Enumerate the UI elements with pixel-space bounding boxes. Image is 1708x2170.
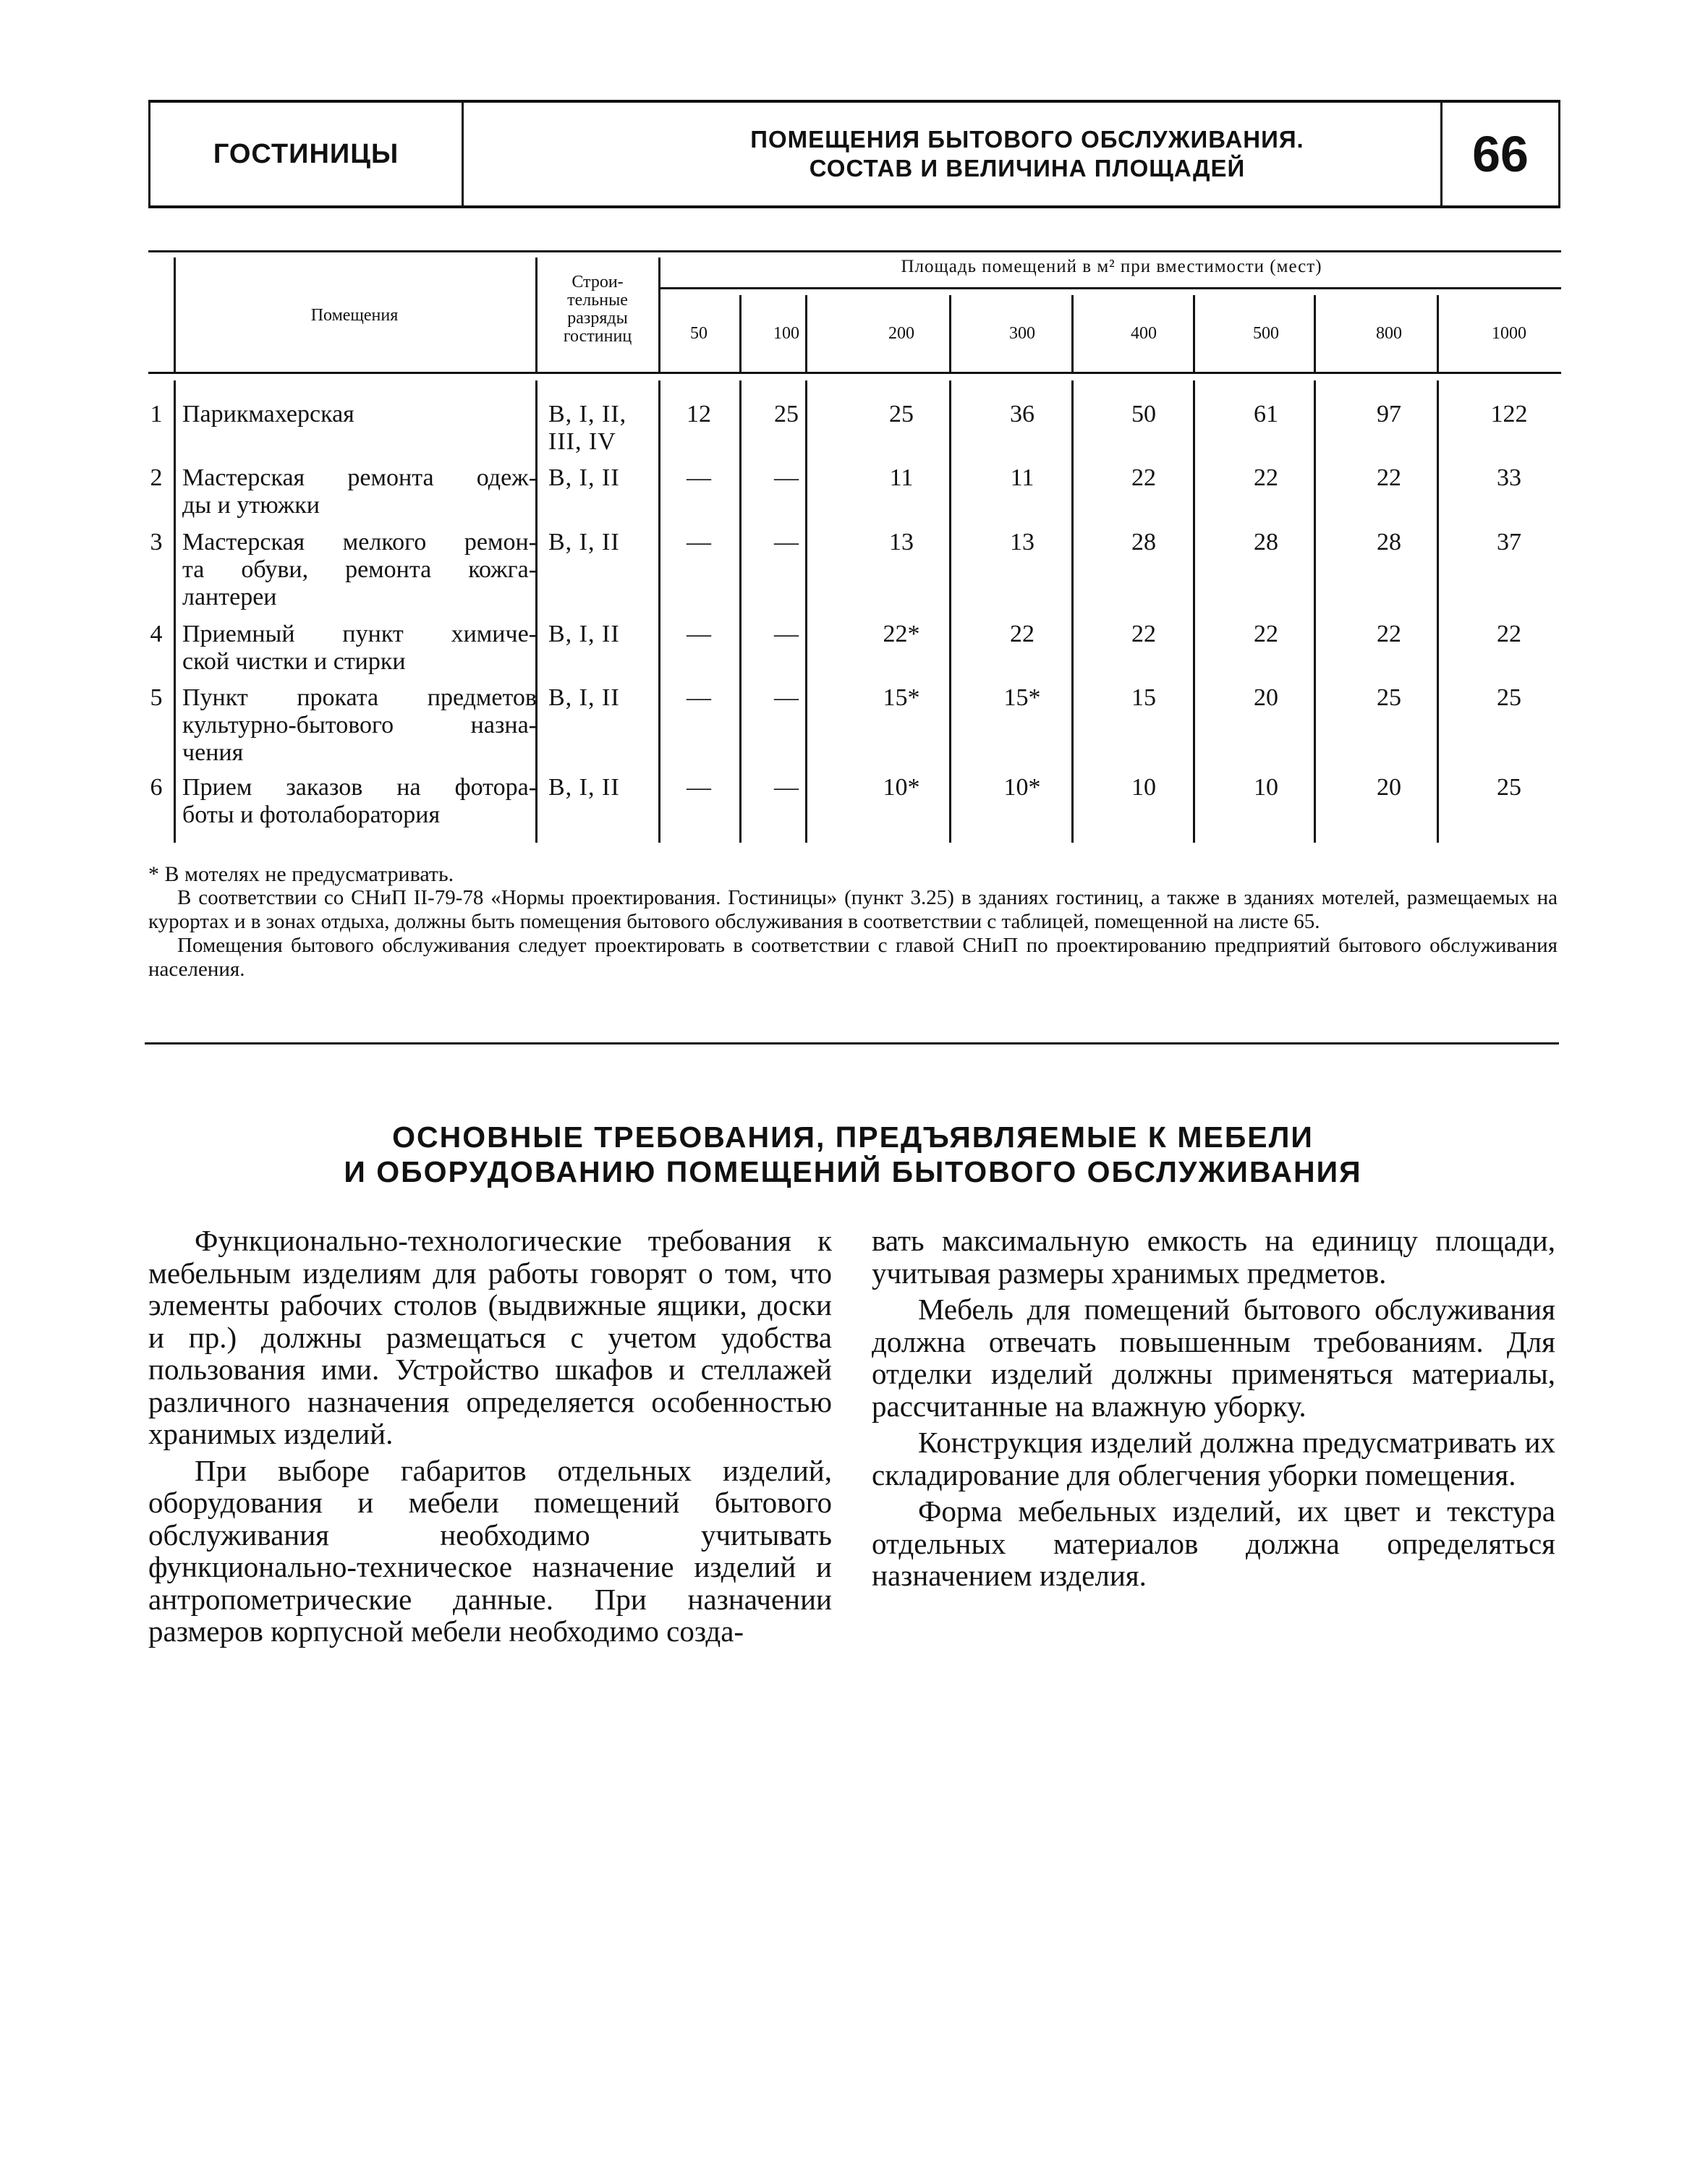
table-col-line	[1314, 380, 1316, 843]
room-name	[182, 464, 537, 519]
body-paragraph: Форма мебельных изделий, их цвет и текстура отдельных материалов должна определяться назначением изделия.	[872, 1494, 1555, 1592]
table-col-line	[174, 258, 176, 372]
page-title-line1: ПОМЕЩЕНИЯ БЫТОВОГО ОБСЛУЖИВАНИЯ.	[750, 126, 1304, 153]
area-value: 20	[1377, 774, 1401, 801]
area-table	[0, 0, 1708, 868]
area-value: 37	[1497, 529, 1521, 556]
section-heading	[148, 1120, 1558, 1189]
area-value: 22	[1377, 621, 1401, 647]
section-heading-line2: И ОБОРУДОВАНИЮ ПОМЕЩЕНИЙ БЫТОВОГО ОБСЛУЖИВАНИЯ	[344, 1155, 1362, 1188]
capacity-header: 200	[888, 324, 914, 343]
building-grade-line: В, I, II	[548, 684, 620, 711]
text-column-right	[872, 1225, 1555, 1596]
room-name-line: Парикмахерская	[182, 401, 354, 427]
building-grade	[548, 401, 664, 456]
section-name: ГОСТИНИЦЫ	[213, 138, 399, 169]
header-rooms: Помещения	[310, 306, 399, 325]
area-value: —	[774, 621, 799, 647]
header-grades-line: гостиниц	[563, 327, 632, 346]
area-value: 10*	[883, 774, 920, 801]
text-column-left	[148, 1225, 832, 1652]
area-value: 22	[1497, 621, 1521, 647]
area-value: 13	[889, 529, 914, 556]
building-grade	[548, 621, 664, 648]
room-name-line: Мастерская мелкого ремон-	[182, 529, 537, 556]
area-value: 10	[1131, 774, 1156, 801]
area-value: 22	[1131, 621, 1156, 647]
area-value: 25	[889, 401, 914, 427]
building-grade-line: III, IV	[548, 428, 616, 455]
body-paragraph: вать максимальную емкость на единицу площади, учитывая размеры хранимых предметов.	[872, 1224, 1555, 1290]
area-value: —	[774, 529, 799, 556]
area-value: 122	[1490, 401, 1528, 427]
body-paragraph: При выборе габаритов отдельных изделий, оборудования и мебели помещений бытового обслуживания необходимо учитывать функционально-техническое назначение изделий и антропометрические данные. При назначении размеров корпусной мебели необходимо созда-	[148, 1453, 832, 1648]
room-name	[182, 529, 537, 611]
room-name	[182, 684, 537, 767]
row-number: 2	[150, 464, 163, 491]
header-grades-line: тельные	[567, 291, 628, 310]
table-col-line	[1437, 380, 1439, 843]
area-value: 11	[1010, 464, 1034, 491]
area-value: —	[774, 774, 799, 801]
room-name-line: Пункт проката предметов	[182, 684, 537, 711]
table-header-rule	[148, 372, 1561, 374]
area-value: 12	[687, 401, 711, 427]
body-paragraph: Функционально-технологические требования к мебельным изделиям для работы говорят о том, что элементы рабочих столов (выдвижные ящики, доски и пр.) должны размещаться с учетом удобства пользования ими. Устройство шкафов и стеллажей различного назначения определяется особенностью хранимых изделий.	[148, 1224, 832, 1450]
row-number: 3	[150, 529, 163, 556]
table-col-line	[174, 380, 176, 843]
area-value: 10	[1254, 774, 1278, 801]
section-divider	[145, 1042, 1559, 1044]
building-grade	[548, 529, 664, 556]
area-value: 22	[1010, 621, 1034, 647]
area-value: 13	[1010, 529, 1034, 556]
note-paragraph: В соответствии со СНиП II-79-78 «Нормы проектирования. Гостиницы» (пункт 3.25) в зданиях гостиниц, а также в зданиях мотелей, размещаемых на курортах и в зонах отдыха, должны быть помещения бытового обслуживания в соответствии с таблицей, помещенной на листе 65.	[148, 886, 1558, 933]
room-name	[182, 774, 537, 829]
area-value: 20	[1254, 684, 1278, 711]
table-col-line	[1071, 380, 1074, 843]
header-grades	[539, 273, 656, 346]
table-col-line	[1193, 295, 1195, 372]
area-value: 25	[1497, 774, 1521, 801]
room-name-line: ды и утюжки	[182, 492, 320, 519]
table-col-line	[658, 258, 660, 372]
building-grade-line: В, I, II	[548, 774, 620, 801]
header-grades-line: Строи-	[572, 273, 624, 292]
room-name-line: ской чистки и стирки	[182, 648, 406, 675]
room-name	[182, 621, 537, 676]
building-grade-line: В, I, II,	[548, 401, 627, 427]
building-grade	[548, 684, 664, 712]
area-value: 10*	[1003, 774, 1041, 801]
area-value: 25	[1377, 684, 1401, 711]
table-col-line	[949, 380, 951, 843]
table-col-line	[949, 295, 951, 372]
room-name-line: та обуви, ремонта кожга-	[182, 556, 537, 583]
area-value: 97	[1377, 401, 1401, 427]
table-col-line	[1314, 295, 1316, 372]
room-name-line: культурно-бытового назна-	[182, 712, 537, 739]
area-value: 61	[1254, 401, 1278, 427]
header-area-group: Площадь помещений в м² при вместимости (мест)	[901, 257, 1322, 276]
note-paragraph: Помещения бытового обслуживания следует проектировать в соответствии с главой СНиП по проектированию предприятий бытового обслуживания населения.	[148, 934, 1558, 981]
room-name-line: чения	[182, 739, 244, 766]
area-value: 15	[1131, 684, 1156, 711]
table-col-line	[535, 258, 538, 372]
capacity-header: 1000	[1492, 324, 1526, 343]
row-number: 5	[150, 684, 163, 711]
area-value: 28	[1131, 529, 1156, 556]
room-name-line: Мастерская ремонта одеж-	[182, 464, 537, 491]
header-grades-line: разряды	[567, 309, 628, 328]
capacity-header: 100	[773, 324, 799, 343]
area-value: —	[687, 684, 711, 711]
area-value: 28	[1254, 529, 1278, 556]
capacity-header: 400	[1131, 324, 1157, 343]
area-value: —	[774, 684, 799, 711]
table-col-line	[739, 380, 742, 843]
area-value: —	[774, 464, 799, 491]
page-number: 66	[1472, 126, 1529, 182]
area-value: —	[687, 529, 711, 556]
building-grade-line: В, I, II	[548, 529, 620, 556]
footnote: * В мотелях не предусматривать.	[148, 862, 454, 886]
area-value: 22	[1377, 464, 1401, 491]
area-value: 25	[1497, 684, 1521, 711]
room-name-line: Приемный пункт химиче-	[182, 621, 537, 647]
area-value: 11	[889, 464, 914, 491]
area-value: 22*	[883, 621, 920, 647]
capacity-header: 500	[1253, 324, 1279, 343]
area-value: 22	[1254, 464, 1278, 491]
table-col-line	[1071, 295, 1074, 372]
table-top-rule	[148, 250, 1561, 252]
area-value: 15*	[1003, 684, 1041, 711]
capacity-header: 50	[690, 324, 708, 343]
building-grade-line: В, I, II	[548, 621, 620, 647]
table-col-line	[1193, 380, 1195, 843]
row-number: 1	[150, 401, 163, 427]
area-value: —	[687, 464, 711, 491]
area-value: 22	[1131, 464, 1156, 491]
body-paragraph: Конструкция изделий должна предусматривать их складирование для облегчения уборки помещения.	[872, 1426, 1555, 1492]
room-name-line: лантереи	[182, 584, 277, 610]
area-value: 25	[774, 401, 799, 427]
area-value: —	[687, 621, 711, 647]
area-value: 22	[1254, 621, 1278, 647]
row-number: 6	[150, 774, 163, 801]
building-grade-line: В, I, II	[548, 464, 620, 491]
area-value: 15*	[883, 684, 920, 711]
row-number: 4	[150, 621, 163, 647]
building-grade	[548, 464, 664, 492]
table-notes	[148, 862, 1558, 982]
building-grade	[548, 774, 664, 801]
room-name-line: Прием заказов на фотора-	[182, 774, 537, 801]
area-value: 36	[1010, 401, 1034, 427]
page-title-line2: СОСТАВ И ВЕЛИЧИНА ПЛОЩАДЕЙ	[809, 155, 1246, 182]
table-col-line	[739, 295, 742, 372]
capacity-header: 800	[1376, 324, 1402, 343]
area-value: 28	[1377, 529, 1401, 556]
capacity-header: 300	[1009, 324, 1035, 343]
section-heading-line1: ОСНОВНЫЕ ТРЕБОВАНИЯ, ПРЕДЪЯВЛЯЕМЫЕ К МЕБЕЛИ	[392, 1120, 1314, 1154]
table-col-line	[1437, 295, 1439, 372]
area-value: —	[687, 774, 711, 801]
room-name	[182, 401, 537, 428]
body-paragraph: Мебель для помещений бытового обслуживания должна отвечать повышенным требованиям. Для отделки изделий должны применяться материалы, рассчитанные на влажную уборку.	[872, 1293, 1555, 1423]
area-value: 33	[1497, 464, 1521, 491]
table-subheader-rule	[658, 287, 1561, 289]
area-value: 50	[1131, 401, 1156, 427]
room-name-line: боты и фотолаборатория	[182, 801, 441, 828]
